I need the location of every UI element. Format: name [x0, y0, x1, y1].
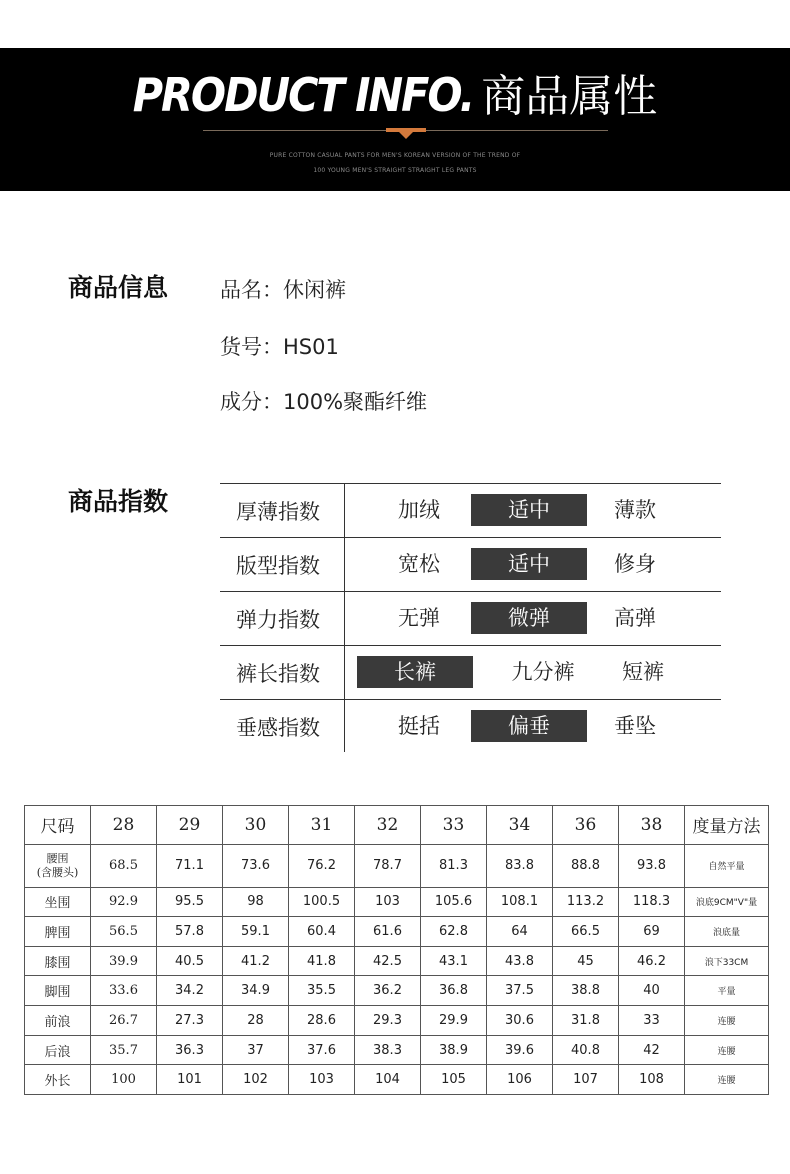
index-row: [220, 537, 721, 591]
size-value-cell: 103: [289, 1065, 355, 1095]
index-row: [220, 699, 721, 752]
size-header-cell: 28: [91, 806, 157, 845]
size-value-cell: 69: [619, 917, 685, 947]
index-row-label: 厚薄指数: [236, 500, 320, 524]
index-table-divider: [344, 484, 345, 752]
size-value-cell: 92.9: [91, 887, 157, 917]
measure-label: 脾围: [25, 917, 91, 947]
measure-label: 前浪: [25, 1006, 91, 1036]
measure-label: 坐围: [25, 887, 91, 917]
size-value-cell: 31.8: [553, 1006, 619, 1036]
size-value-cell: 34.2: [157, 976, 223, 1006]
banner-title-en: PRODUCT INFO.: [132, 68, 474, 122]
index-option: 垂坠: [614, 714, 656, 738]
size-value-cell: 38.8: [553, 976, 619, 1006]
size-value-cell: 33: [619, 1006, 685, 1036]
size-value-cell: 105.6: [421, 887, 487, 917]
size-value-cell: 40: [619, 976, 685, 1006]
size-value-cell: 108: [619, 1065, 685, 1095]
size-value-cell: 42: [619, 1035, 685, 1065]
measure-label: 外长: [25, 1065, 91, 1095]
size-value-cell: 36.3: [157, 1035, 223, 1065]
table-row: [25, 1006, 769, 1036]
size-value-cell: 66.5: [553, 917, 619, 947]
index-option-selected: 偏垂: [471, 710, 587, 742]
index-option-selected: 长裤: [357, 656, 473, 688]
size-header-cell: 38: [619, 806, 685, 845]
method-header: 度量方法: [685, 806, 769, 845]
size-value-cell: 100.5: [289, 887, 355, 917]
index-option: 挺括: [398, 714, 440, 738]
size-value-cell: 104: [355, 1065, 421, 1095]
size-value-cell: 100: [91, 1065, 157, 1095]
measure-label-note: (含腰头): [36, 865, 79, 879]
size-value-cell: 29.9: [421, 1006, 487, 1036]
size-value-cell: 42.5: [355, 946, 421, 976]
size-value-cell: 62.8: [421, 917, 487, 947]
size-value-cell: 81.3: [421, 844, 487, 887]
measure-label-main: 腰围: [46, 851, 69, 865]
index-option: 宽松: [398, 552, 440, 576]
table-row: [25, 844, 769, 887]
banner-subtitle-2: 100 YOUNG MEN'S STRAIGHT STRAIGHT LEG PANTS: [313, 167, 477, 174]
product-index-heading: 商品指数: [68, 487, 169, 516]
size-value-cell: 76.2: [289, 844, 355, 887]
size-header-cell: 33: [421, 806, 487, 845]
size-value-cell: 37.6: [289, 1035, 355, 1065]
size-value-cell: 39.6: [487, 1035, 553, 1065]
size-value-cell: 26.7: [91, 1006, 157, 1036]
size-value-cell: 83.8: [487, 844, 553, 887]
table-row: [25, 1065, 769, 1095]
size-value-cell: 30.6: [487, 1006, 553, 1036]
size-value-cell: 108.1: [487, 887, 553, 917]
size-table-header: [25, 806, 769, 845]
measure-method: 连腰: [685, 1035, 769, 1065]
measure-method: 连腰: [685, 1065, 769, 1095]
size-value-cell: 107: [553, 1065, 619, 1095]
measure-method: 连腰: [685, 1006, 769, 1036]
size-value-cell: 36.8: [421, 976, 487, 1006]
index-option: 修身: [614, 552, 656, 576]
size-value-cell: 88.8: [553, 844, 619, 887]
size-value-cell: 41.8: [289, 946, 355, 976]
size-value-cell: 29.3: [355, 1006, 421, 1036]
info-line-name: 品名：休闲裤: [220, 278, 346, 302]
table-row: [25, 887, 769, 917]
index-option-selected: 适中: [471, 548, 587, 580]
header-banner: [0, 48, 790, 191]
index-row-label: 裤长指数: [236, 662, 320, 686]
size-value-cell: 106: [487, 1065, 553, 1095]
size-value-cell: 27.3: [157, 1006, 223, 1036]
index-row-label: 垂感指数: [236, 716, 320, 740]
measure-label: 膝围: [25, 946, 91, 976]
index-option-selected: 适中: [471, 494, 587, 526]
size-value-cell: 37: [223, 1035, 289, 1065]
size-value-cell: 95.5: [157, 887, 223, 917]
index-option: 高弹: [614, 606, 656, 630]
size-header-cell: 29: [157, 806, 223, 845]
size-value-cell: 102: [223, 1065, 289, 1095]
size-header-label: 尺码: [25, 806, 91, 845]
measure-method: 自然平量: [685, 844, 769, 887]
banner-title: [0, 60, 790, 124]
size-header-cell: 36: [553, 806, 619, 845]
product-info-heading: 商品信息: [68, 273, 169, 302]
table-row: [25, 946, 769, 976]
size-value-cell: 78.7: [355, 844, 421, 887]
banner-accent-triangle: [399, 132, 413, 139]
size-value-cell: 60.4: [289, 917, 355, 947]
index-option: 短裤: [622, 660, 664, 684]
size-header-cell: 31: [289, 806, 355, 845]
table-row: [25, 976, 769, 1006]
index-option: 加绒: [398, 498, 440, 522]
size-value-cell: 35.7: [91, 1035, 157, 1065]
size-value-cell: 36.2: [355, 976, 421, 1006]
size-value-cell: 34.9: [223, 976, 289, 1006]
size-value-cell: 28: [223, 1006, 289, 1036]
index-option-selected: 微弹: [471, 602, 587, 634]
size-header-cell: 32: [355, 806, 421, 845]
info-line-material: 成分：100%聚酯纤维: [220, 390, 428, 414]
size-value-cell: 68.5: [91, 844, 157, 887]
size-value-cell: 56.5: [91, 917, 157, 947]
size-value-cell: 38.9: [421, 1035, 487, 1065]
size-value-cell: 28.6: [289, 1006, 355, 1036]
index-row: [220, 645, 721, 699]
size-value-cell: 38.3: [355, 1035, 421, 1065]
index-row: [220, 591, 721, 645]
size-value-cell: 113.2: [553, 887, 619, 917]
measure-method: 平量: [685, 976, 769, 1006]
measure-method: 浪底量: [685, 917, 769, 947]
size-value-cell: 93.8: [619, 844, 685, 887]
size-value-cell: 41.2: [223, 946, 289, 976]
index-option: 薄款: [614, 498, 656, 522]
size-value-cell: 40.5: [157, 946, 223, 976]
index-row-label: 弹力指数: [236, 608, 320, 632]
index-row: [220, 483, 721, 537]
index-option: 九分裤: [511, 660, 575, 684]
size-value-cell: 61.6: [355, 917, 421, 947]
size-value-cell: 103: [355, 887, 421, 917]
size-value-cell: 43.8: [487, 946, 553, 976]
banner-title-zh: 商品属性: [481, 71, 658, 122]
size-value-cell: 33.6: [91, 976, 157, 1006]
table-row: [25, 917, 769, 947]
size-value-cell: 71.1: [157, 844, 223, 887]
size-value-cell: 98: [223, 887, 289, 917]
size-value-cell: 40.8: [553, 1035, 619, 1065]
size-value-cell: 39.9: [91, 946, 157, 976]
size-value-cell: 73.6: [223, 844, 289, 887]
measure-method: 浪下33CM: [685, 946, 769, 976]
size-header-cell: 34: [487, 806, 553, 845]
size-value-cell: 59.1: [223, 917, 289, 947]
banner-subtitle-1: PURE COTTON CASUAL PANTS FOR MEN'S KOREAN VERSION OF THE TREND OF: [269, 152, 521, 159]
size-value-cell: 37.5: [487, 976, 553, 1006]
measure-label: 脚围: [25, 976, 91, 1006]
measure-label: [25, 844, 91, 887]
size-value-cell: 57.8: [157, 917, 223, 947]
size-value-cell: 105: [421, 1065, 487, 1095]
info-line-sku: 货号：HS01: [220, 335, 339, 359]
index-option: 无弹: [398, 606, 440, 630]
size-value-cell: 101: [157, 1065, 223, 1095]
size-value-cell: 45: [553, 946, 619, 976]
size-value-cell: 43.1: [421, 946, 487, 976]
size-value-cell: 64: [487, 917, 553, 947]
measure-method: 浪底9CM"V"量: [685, 887, 769, 917]
size-table: [24, 805, 769, 1095]
measure-label: 后浪: [25, 1035, 91, 1065]
table-row: [25, 1035, 769, 1065]
index-row-label: 版型指数: [236, 554, 320, 578]
size-value-cell: 118.3: [619, 887, 685, 917]
size-header-cell: 30: [223, 806, 289, 845]
size-value-cell: 35.5: [289, 976, 355, 1006]
product-index-table: [220, 483, 721, 752]
size-value-cell: 46.2: [619, 946, 685, 976]
